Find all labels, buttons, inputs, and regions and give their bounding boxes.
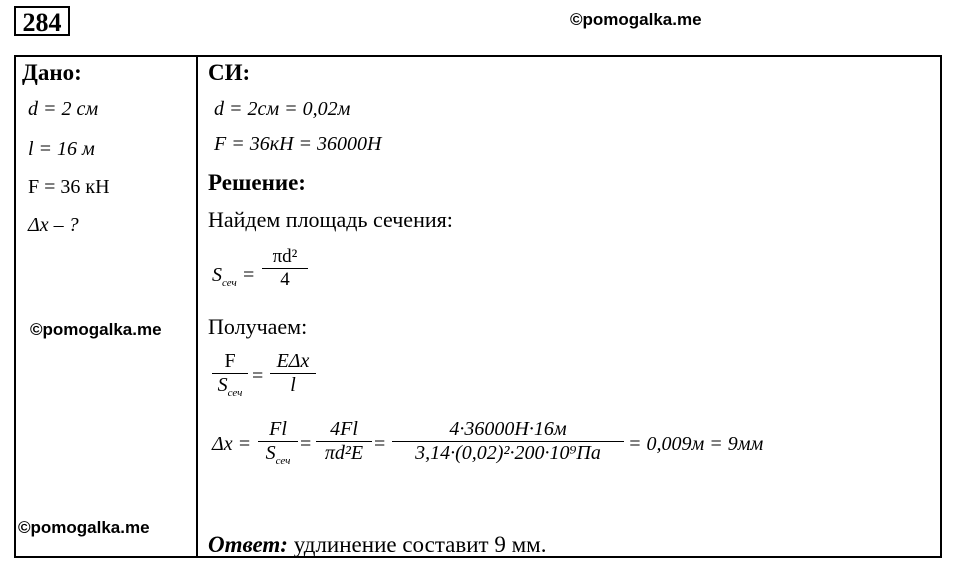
watermark-bottom: ©pomogalka.me [18, 518, 150, 537]
watermark-top: ©pomogalka.me [570, 10, 702, 29]
given-item-unknown: Δx – ? [28, 214, 79, 236]
formula3-fraction-1: Fl $S_{сеч}$ [258, 418, 298, 467]
si-header: СИ: [208, 60, 251, 85]
given-header: Дано: [22, 60, 82, 85]
area-lhs: $S_{сеч}$ = [212, 264, 256, 289]
given-item-f: F = 36 кН [28, 176, 110, 198]
formula3-fraction-2: 4Fl πd²E [316, 418, 372, 465]
solution-step-got: Получаем: [208, 314, 308, 339]
answer-label: Ответ: [208, 532, 288, 557]
problem-number: 284 [14, 6, 70, 36]
solution-table [14, 55, 942, 558]
area-fraction: πd² 4 [262, 246, 308, 291]
formula2-fraction-1: F $S_{сеч}$ [212, 350, 248, 399]
answer-line [208, 532, 546, 558]
answer-text: удлинение составит 9 мм. [293, 532, 547, 557]
formula3-fraction-3: 4·36000Н·16м 3,14·(0,02)²·200·10⁹Па [392, 418, 624, 465]
formula3-lhs: Δx = [212, 433, 252, 455]
formula2-fraction-2: EΔx l [270, 350, 316, 397]
formula3-result: = 0,009м = 9мм [628, 433, 764, 455]
given-item-d: d = 2 см [28, 98, 99, 120]
solution-header: Решение: [208, 170, 306, 195]
watermark-left: ©pomogalka.me [30, 320, 162, 339]
column-divider [196, 55, 198, 558]
si-item-f: F = 36кН = 36000Н [214, 133, 382, 155]
given-item-l: l = 16 м [28, 138, 95, 160]
si-item-d: d = 2см = 0,02м [214, 98, 351, 120]
solution-step-area: Найдем площадь сечения: [208, 207, 453, 232]
